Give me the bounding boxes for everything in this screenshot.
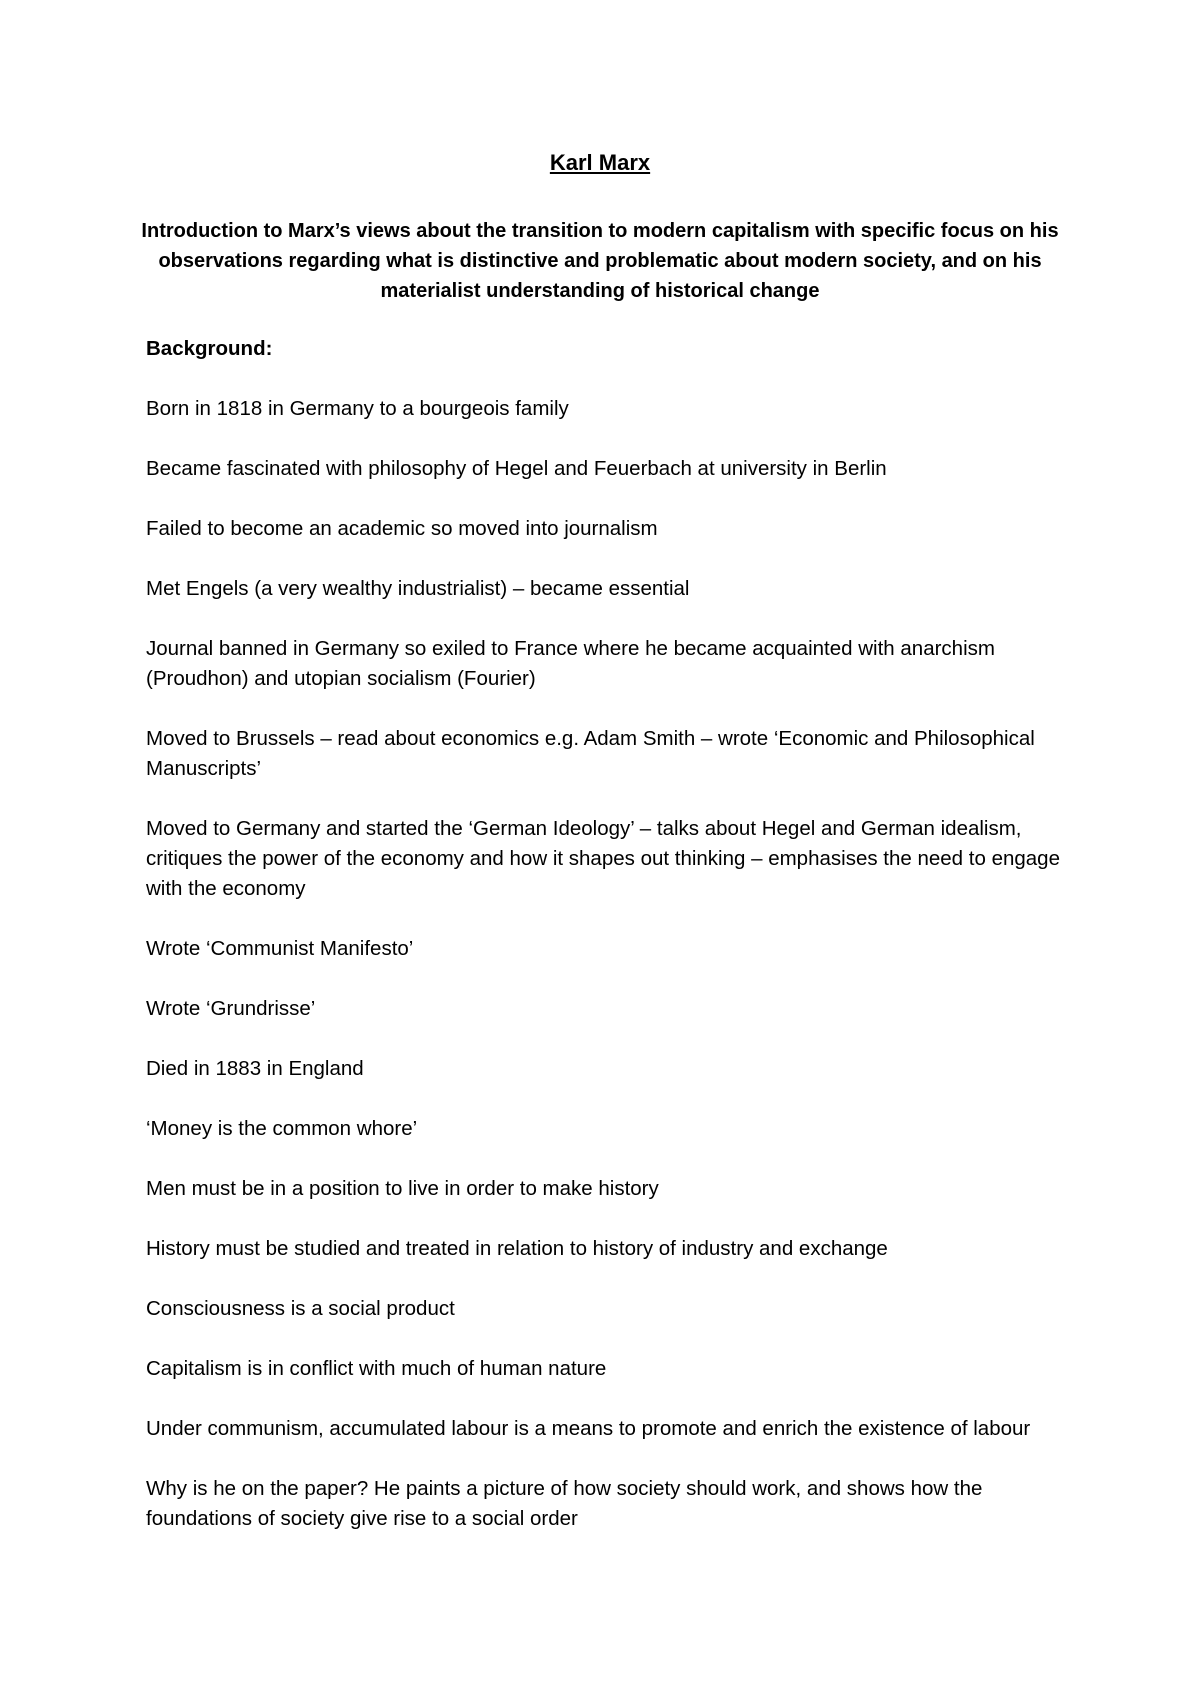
- paragraph: Failed to become an academic so moved into journalism: [146, 517, 658, 540]
- paragraph: Moved to Germany and started the ‘German Ideology’ – talks about Hegel and German idealism, critiques the power of the economy and how it shapes out thinking – emphasises the need to engage with the economy: [146, 817, 1060, 900]
- paragraph: Born in 1818 in Germany to a bourgeois family: [146, 397, 569, 420]
- paragraph: Died in 1883 in England: [146, 1057, 364, 1080]
- paragraph: Became fascinated with philosophy of Hegel and Feuerbach at university in Berlin: [146, 457, 887, 480]
- paragraph: ‘Money is the common whore’: [146, 1117, 418, 1140]
- paragraph: Consciousness is a social product: [146, 1297, 455, 1320]
- document-title: Karl Marx: [549, 150, 651, 175]
- paragraph: Wrote ‘Communist Manifesto’: [146, 937, 414, 960]
- document-intro: Introduction to Marx’s views about the transition to modern capitalism with specific focus on his observations regarding what is distinctive and problematic about modern society, and on his materialist understanding of historical change: [141, 220, 1059, 302]
- section-heading-background: Background:: [146, 337, 273, 360]
- paragraph: Men must be in a position to live in order to make history: [146, 1177, 659, 1200]
- paragraph: Under communism, accumulated labour is a means to promote and enrich the existence of labour: [146, 1417, 1031, 1440]
- paragraph: Wrote ‘Grundrisse’: [146, 997, 316, 1020]
- paragraph: Met Engels (a very wealthy industrialist) – became essential: [146, 577, 690, 600]
- paragraph: Moved to Brussels – read about economics e.g. Adam Smith – wrote ‘Economic and Philosophical Manuscripts’: [146, 727, 1035, 780]
- paragraph: Capitalism is in conflict with much of human nature: [146, 1357, 607, 1380]
- paragraph: Journal banned in Germany so exiled to France where he became acquainted with anarchism (Proudhon) and utopian socialism (Fourier): [146, 637, 995, 690]
- document-body: [146, 334, 1066, 1564]
- paragraph: Why is he on the paper? He paints a picture of how society should work, and shows how the foundations of society give rise to a social order: [146, 1477, 983, 1530]
- paragraph: History must be studied and treated in relation to history of industry and exchange: [146, 1237, 888, 1260]
